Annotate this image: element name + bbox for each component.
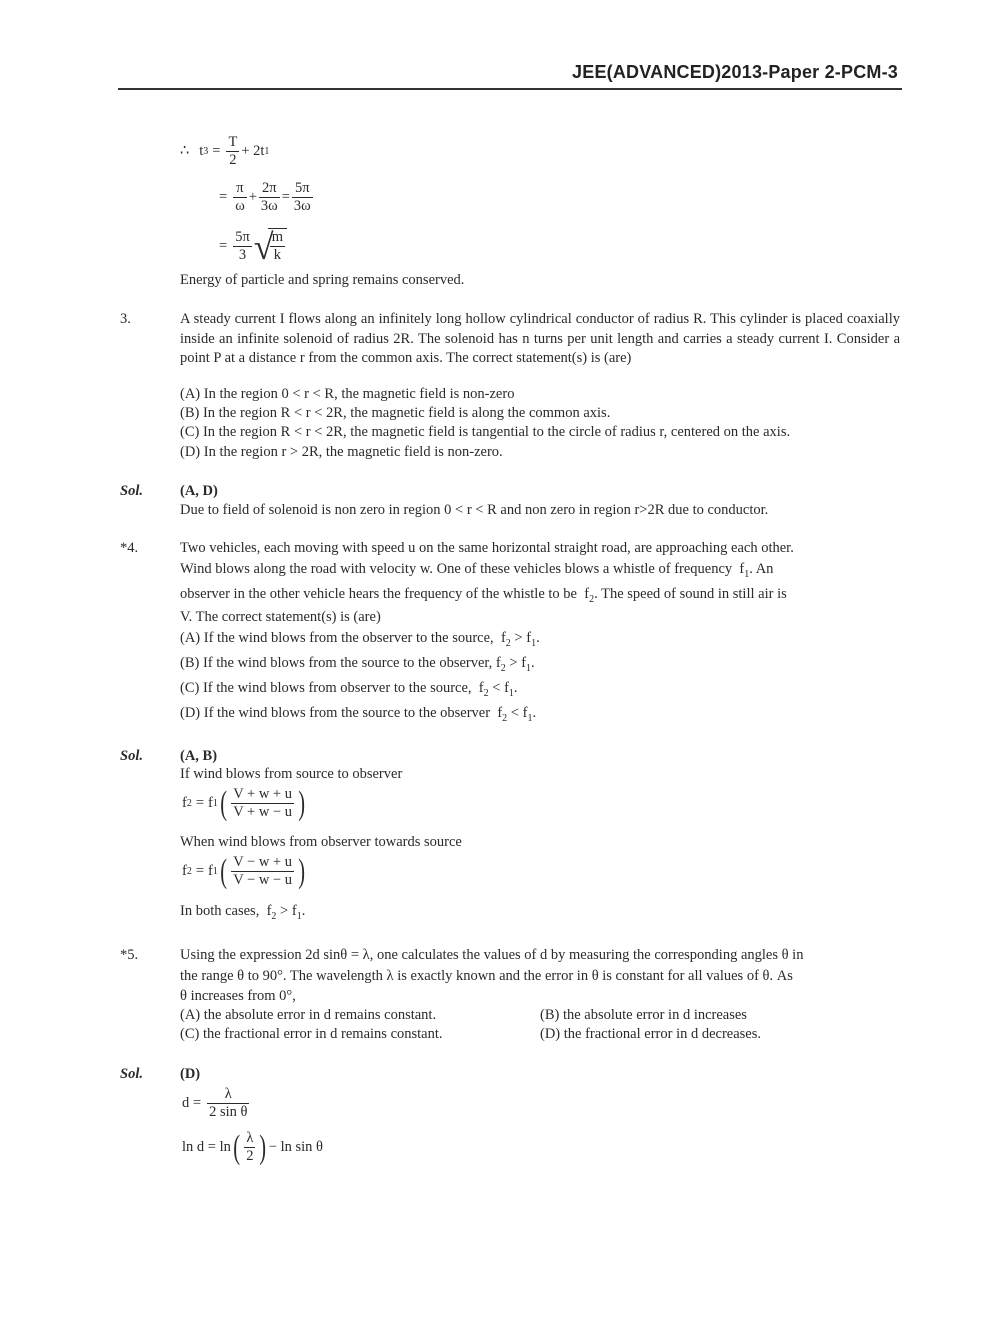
solution-text: Due to field of solenoid is non zero in region 0 < r < R and non zero in region r>2R due to conductor. <box>180 502 769 518</box>
option-c: (C) In the region R < r < 2R, the magnetic field is tangential to the circle of radius r, centered on the axis. <box>180 424 791 440</box>
question-line: θ increases from 0°, <box>180 988 296 1004</box>
question-line: Wind blows along the road with velocity w. One of these vehicles blows a whistle of frequency $f_1$. An <box>180 561 774 580</box>
solution-case: If wind blows from source to observer <box>180 766 403 782</box>
option-b: (B) If the wind blows from the source to the observer, $f_2 > f_1$. <box>180 655 535 674</box>
question-number: *5. <box>120 947 139 963</box>
page-header <box>118 60 902 90</box>
question-line: Two vehicles, each moving with speed u on the same horizontal straight road, are approaching each other. <box>180 540 794 556</box>
solution-label: Sol. <box>120 483 143 499</box>
fraction-T-over-2: $\frac{T}{2}$ <box>228 134 238 168</box>
question-number: *4. <box>120 540 139 556</box>
question-number: 3. <box>120 311 131 327</box>
header-title: JEE(ADVANCED)2013-Paper 2-PCM-3 <box>572 62 898 82</box>
ln-d-equation: ln d = ln ( $\frac{\lambda}{2}$ ) − ln sin θ <box>182 1128 323 1166</box>
option-c: (C) the fractional error in d remains constant. <box>180 1026 443 1042</box>
t3-equation-step3: = $\frac{5\pi}{3}$ √ $\frac{m}{k}$ <box>219 228 287 264</box>
d-equation: d = $\frac{\lambda}{\text{2 sin θ}}$ <box>182 1086 248 1120</box>
energy-conclusion: Energy of particle and spring remains conserved. <box>180 272 465 288</box>
frequency-equation-2: f 2 = f 1 ( $\frac{V - w + u}{V - w - u}$ ) <box>182 852 306 890</box>
question-line: Using the expression 2d sinθ = λ, one calculates the values of d by measuring the corresponding angles θ in <box>180 947 804 963</box>
frequency-equation-1: f 2 = f 1 ( $\frac{V + w + u}{V + w - u}$ ) <box>182 784 306 822</box>
option-a: (A) the absolute error in d remains constant. <box>180 1007 437 1023</box>
question-text: A steady current I flows along an infinitely long hollow cylindrical conductor of radius R. This cylinder is placed coaxially inside an infinite solenoid of radius 2R. The solenoid has n turns per unit length and carries a steady current I. Consider a point P at a distance r from the common axis. The correct statement(s) is (are) <box>180 311 900 366</box>
solution-conclusion: In both cases, $f_2 > f_1$. <box>180 903 306 922</box>
solution-label: Sol. <box>120 748 143 764</box>
t3-equation-step2: = $\frac{\pi}{\omega}$ + $\frac{2\pi}{3\omega}$ = $\frac{5\pi}{3\omega}$ <box>219 180 311 214</box>
question-line: observer in the other vehicle hears the frequency of the whistle to be $f_2$. The speed of sound in still air is <box>180 586 787 605</box>
option-b: (B) In the region R < r < 2R, the magnetic field is along the common axis. <box>180 405 611 421</box>
solution-label: Sol. <box>120 1066 143 1082</box>
option-a: (A) If the wind blows from the observer to the source, $f_2 > f_1$. <box>180 630 540 649</box>
option-d: (D) If the wind blows from the source to the observer $f_2 < f_1$. <box>180 705 537 724</box>
option-c: (C) If the wind blows from observer to the source, $f_2 < f_1$. <box>180 680 518 699</box>
option-b: (B) the absolute error in d increases <box>540 1007 747 1023</box>
solution-case: When wind blows from observer towards source <box>180 834 462 850</box>
t3-equation: ∴ t 3 = $\frac{T}{2}$ + 2t 1 <box>180 134 270 168</box>
square-root: √ $\frac{m}{k}$ <box>254 228 287 264</box>
answer: (A, B) <box>180 748 218 764</box>
option-a: (A) In the region 0 < r < R, the magnetic field is non-zero <box>180 386 515 402</box>
answer: (A, D) <box>180 483 218 499</box>
therefore-symbol: ∴ <box>180 143 190 159</box>
answer: (D) <box>180 1066 201 1082</box>
question-line: the range θ to 90°. The wavelength λ is exactly known and the error in θ is constant for all values of θ. As <box>180 968 793 984</box>
option-d: (D) the fractional error in d decreases. <box>540 1026 762 1042</box>
option-d: (D) In the region r > 2R, the magnetic field is non-zero. <box>180 444 503 460</box>
question-line: V. The correct statement(s) is (are) <box>180 609 381 625</box>
